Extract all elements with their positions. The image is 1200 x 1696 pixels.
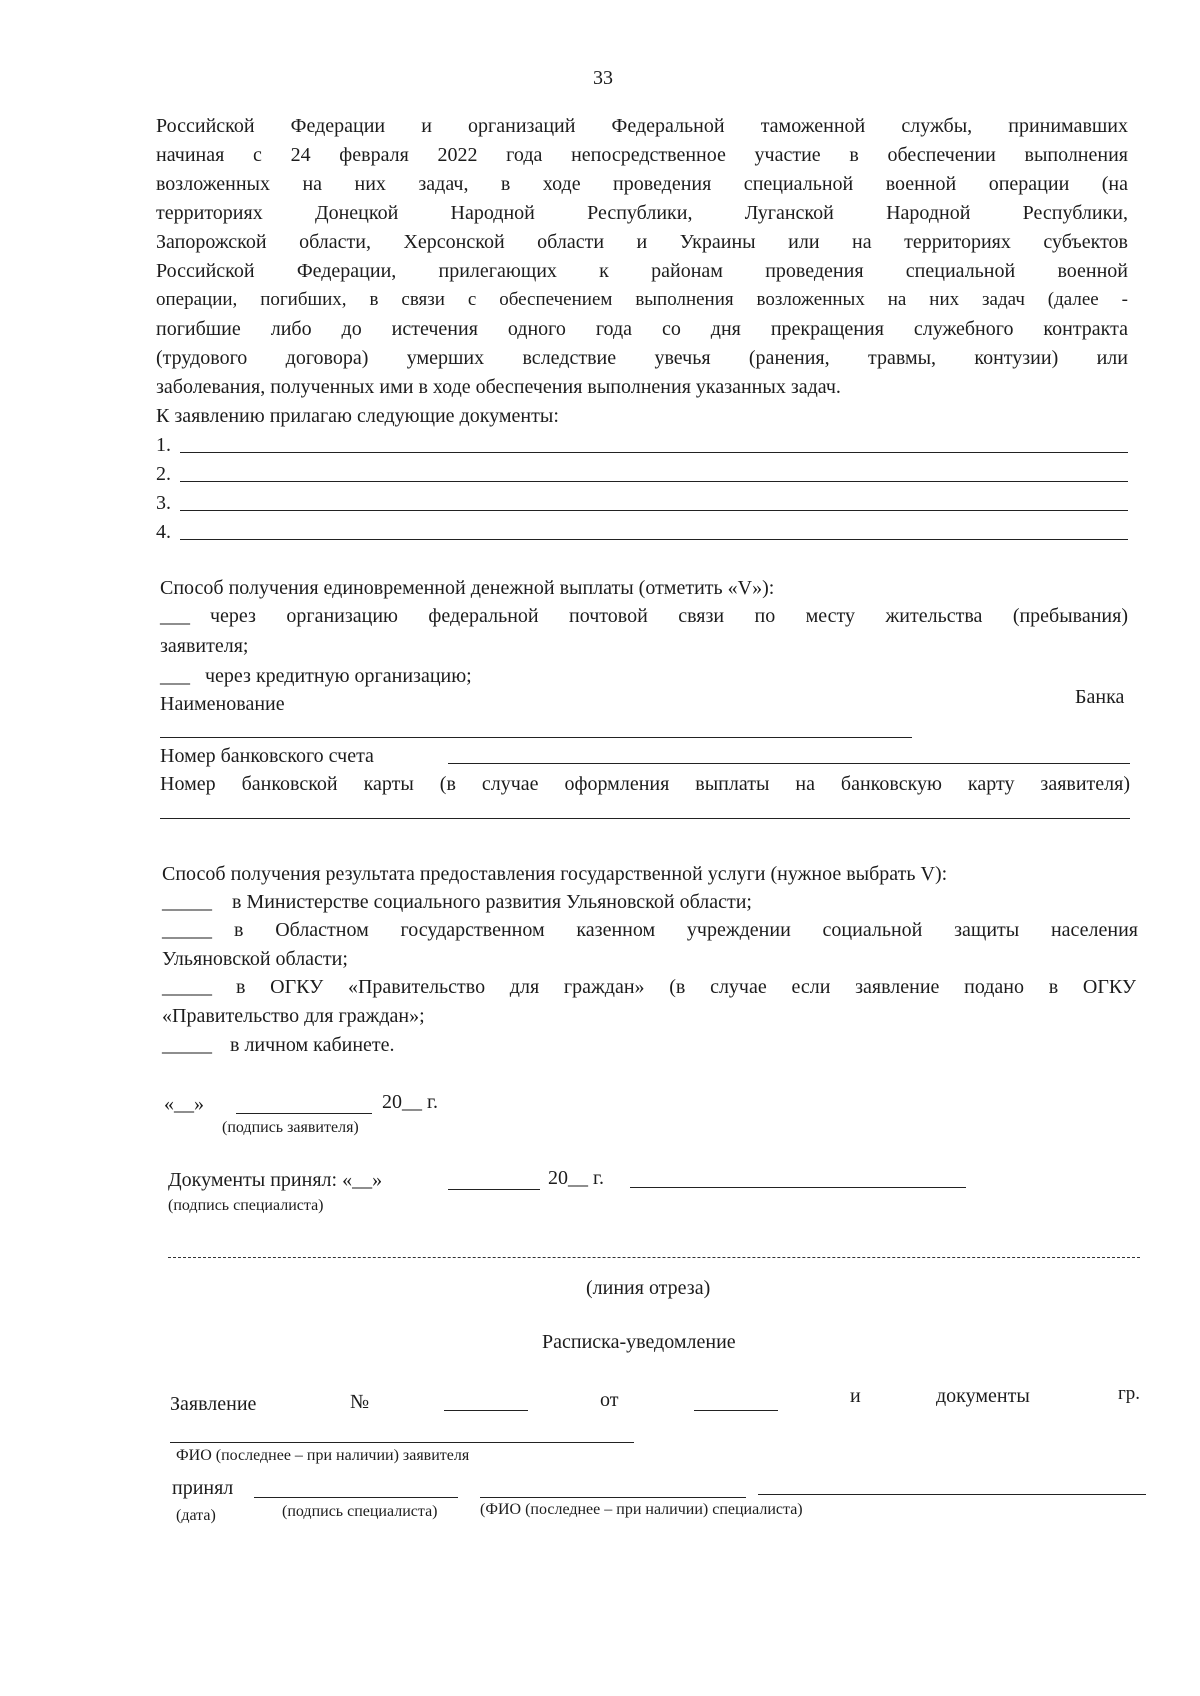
attachment-field-1[interactable] (180, 452, 1128, 453)
receipt-word-documents: документы (936, 1385, 1030, 1407)
attachment-number: 4. (156, 521, 171, 543)
payment-bank-label: через кредитную организацию; (205, 665, 472, 687)
cut-line (168, 1257, 1140, 1258)
signature-year: 20__ г. (382, 1091, 438, 1113)
attachment-field-2[interactable] (180, 481, 1128, 482)
intro-line: Российской Федерации и организаций Федеральной таможенной службы, принимавших (156, 115, 1128, 137)
result-option2-label-cont: Ульяновской области; (162, 948, 348, 970)
intro-line: погибшие либо до истечения одного года со дня прекращения служебного контракта (156, 318, 1128, 340)
card-field[interactable] (160, 818, 1130, 819)
payment-post-checkbox[interactable]: ___ (160, 605, 190, 627)
accepted-month-field[interactable] (448, 1189, 540, 1190)
receipt-accepted-signature-field[interactable] (480, 1497, 746, 1498)
receipt-accepted-date-field[interactable] (254, 1497, 458, 1498)
receipt-accepted-label: принял (172, 1477, 234, 1499)
intro-line: Запорожской области, Херсонской области и Украины или на территориях субъектов (156, 231, 1128, 253)
receipt-word-from: от (600, 1389, 619, 1411)
intro-line: (трудового договора) умерших вследствие увечья (ранения, травмы, контузии) или (156, 347, 1128, 369)
result-option1-checkbox[interactable]: _____ (162, 891, 212, 913)
result-option4-checkbox[interactable]: _____ (162, 1034, 212, 1056)
payment-post-label: через организацию федеральной почтовой связи по месту жительства (пребывания) (210, 605, 1128, 627)
receipt-fio-field[interactable] (170, 1442, 634, 1443)
payment-post-label-cont: заявителя; (160, 635, 249, 657)
result-option3-label-cont: «Правительство для граждан»; (162, 1005, 425, 1027)
receipt-word-gr: гр. (1118, 1383, 1141, 1404)
result-option3-label: в ОГКУ «Правительство для граждан» (в случае если заявление подано в ОГКУ (236, 976, 1136, 998)
receipt-date-field[interactable] (694, 1410, 778, 1411)
intro-line: территориях Донецкой Народной Республики, Луганской Народной Республики, (156, 202, 1128, 224)
result-option4-label: в личном кабинете. (230, 1034, 395, 1056)
result-option2-label: в Областном государственном казенном учреждении социальной защиты населения (234, 919, 1138, 941)
cut-line-label: (линия отреза) (586, 1277, 711, 1299)
intro-line: Российской Федерации, прилегающих к районам проведения специальной военной (156, 260, 1128, 282)
accepted-year: 20__ г. (548, 1167, 604, 1189)
receipt-word-and: и (850, 1385, 861, 1407)
signature-date[interactable]: «__» (164, 1093, 204, 1115)
accepted-label: Документы принял: «__» (168, 1169, 383, 1191)
attachment-field-3[interactable] (180, 510, 1128, 511)
account-field[interactable] (448, 763, 1130, 764)
result-option3-checkbox[interactable]: _____ (162, 976, 212, 998)
intro-line: операции, погибших, в связи с обеспечением выполнения возложенных на них задач (далее - (156, 289, 1128, 310)
account-label: Номер банковского счета (160, 745, 374, 767)
intro-line: начиная с 24 февраля 2022 года непосредственное участие в обеспечении выполнения (156, 144, 1128, 166)
accepted-caption: (подпись специалиста) (168, 1197, 324, 1214)
payment-bank-checkbox[interactable]: ___ (160, 665, 190, 687)
page-number: 33 (593, 67, 613, 89)
bank-name-label: Наименование (160, 693, 285, 715)
bank-name-field[interactable] (160, 737, 912, 738)
intro-line: заболевания, полученных ими в ходе обеспечения выполнения указанных задач. (156, 376, 841, 398)
receipt-word-number: № (350, 1391, 370, 1413)
result-option2-checkbox[interactable]: _____ (162, 919, 212, 941)
intro-line: возложенных на них задач, в ходе проведения специальной военной операции (на (156, 173, 1128, 195)
payment-heading: Способ получения единовременной денежной выплаты (отметить «V»): (160, 577, 775, 599)
result-option1-label: в Министерстве социального развития Ульяновской области; (232, 891, 752, 913)
receipt-caption-signature: (подпись специалиста) (282, 1503, 438, 1520)
receipt-word-application: Заявление (170, 1393, 257, 1415)
receipt-accepted-fio-field[interactable] (758, 1494, 1146, 1495)
accepted-signature-field[interactable] (630, 1187, 966, 1188)
attachment-number: 1. (156, 434, 171, 456)
signature-caption: (подпись заявителя) (222, 1119, 359, 1136)
attachment-number: 3. (156, 492, 171, 514)
receipt-caption-fio: (ФИО (последнее – при наличии) специалиста) (480, 1501, 803, 1518)
attachments-heading: К заявлению прилагаю следующие документы: (156, 405, 559, 427)
receipt-title: Расписка-уведомление (542, 1331, 736, 1353)
receipt-caption-date: (дата) (176, 1507, 216, 1524)
receipt-fio-caption: ФИО (последнее – при наличии) заявителя (176, 1447, 470, 1464)
attachment-number: 2. (156, 463, 171, 485)
signature-month-field[interactable] (236, 1113, 372, 1114)
card-label: Номер банковской карты (в случае оформления выплаты на банковскую карту заявителя) (160, 773, 1130, 795)
attachment-field-4[interactable] (180, 539, 1128, 540)
receipt-number-field[interactable] (444, 1410, 528, 1411)
result-heading: Способ получения результата предоставления государственной услуги (нужное выбрать V): (162, 863, 948, 885)
bank-word: Банка (1075, 686, 1125, 708)
